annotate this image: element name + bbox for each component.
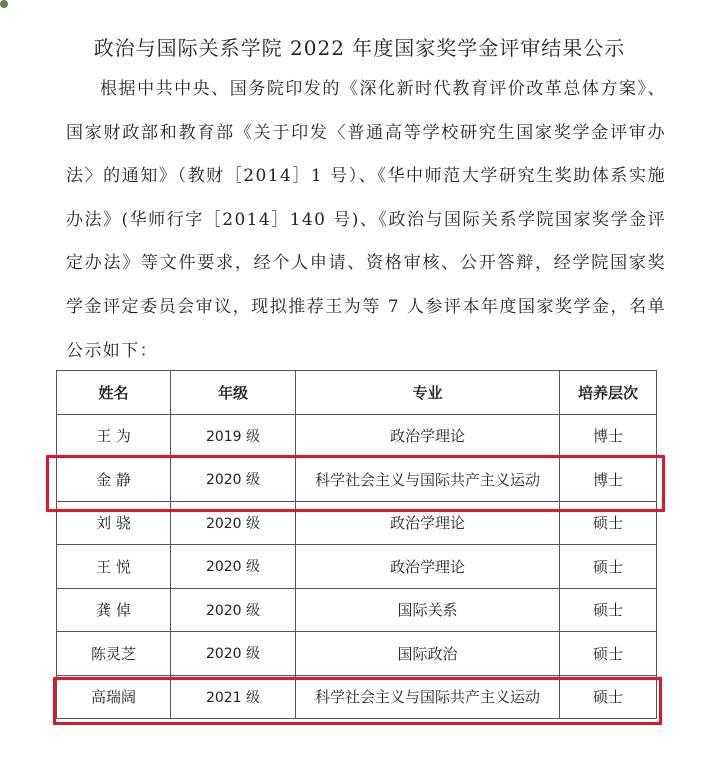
cell-name: 陈灵芝: [57, 632, 171, 676]
cell-major: 科学社会主义与国际共产主义运动: [296, 458, 560, 502]
table-row: [57, 632, 657, 676]
cell-grade: 2020 级: [171, 588, 296, 632]
header-grade: 年级: [171, 371, 296, 415]
highlight-box-row-2: [46, 455, 665, 512]
cell-degree-level: 硕士: [560, 545, 657, 589]
cell-degree-level: 博士: [560, 414, 657, 458]
cell-major: 国际政治: [296, 632, 560, 676]
cell-major: 政治学理论: [296, 545, 560, 589]
cell-name: 金 静: [57, 458, 171, 502]
cell-name: 高瑞阔: [57, 675, 171, 719]
table-row: [57, 545, 657, 589]
cell-grade: 2019 级: [171, 414, 296, 458]
cell-degree-level: 硕士: [560, 632, 657, 676]
header-name: 姓名: [57, 371, 171, 415]
cell-name: 龚 倬: [57, 588, 171, 632]
cell-major: 科学社会主义与国际共产主义运动: [296, 675, 560, 719]
header-major: 专业: [296, 371, 560, 415]
cell-major: 国际关系: [296, 588, 560, 632]
corner-mark: [0, 0, 8, 8]
cell-major: 政治学理论: [296, 501, 560, 545]
cell-degree-level: 博士: [560, 458, 657, 502]
table-row: [57, 588, 657, 632]
cell-grade: 2020 级: [171, 501, 296, 545]
table-header-row: [57, 371, 657, 415]
page-title: 政治与国际关系学院 2022 年度国家奖学金评审结果公示: [93, 36, 626, 60]
cell-name: 王 悦: [57, 545, 171, 589]
header-degree-level: 培养层次: [560, 371, 657, 415]
cell-name: 刘 骁: [57, 501, 171, 545]
cell-major: 政治学理论: [296, 414, 560, 458]
table-row: [57, 414, 657, 458]
cell-degree-level: 硕士: [560, 501, 657, 545]
cell-grade: 2020 级: [171, 632, 296, 676]
cell-grade: 2020 级: [171, 545, 296, 589]
highlight-box-row-7: [53, 677, 662, 725]
cell-name: 王 为: [57, 414, 171, 458]
cell-degree-level: 硕士: [560, 675, 657, 719]
cell-grade: 2020 级: [171, 458, 296, 502]
nominee-table: [56, 370, 657, 719]
cell-grade: 2021 级: [171, 675, 296, 719]
announcement-paragraph: 根据中共中央、国务院印发的《深化新时代教育评价改革总体方案》、国家财政部和教育部《关于印发〈普通高等学校研究生国家奖学金评审办法〉的通知》（教财［2014］1 号）、《华中师范大学研究生奖助体系实施办法》(华师行字［2014］140 号)、《政治与国际关系学院国家奖学金评定办法》等文件要求，经个人申请、资格审核、公开答辩，经学院国家奖学金评定委员会审议，现拟推荐王为等 7 人参评本年度国家奖学金，名单公示如下：: [66, 79, 666, 361]
cell-degree-level: 硕士: [560, 588, 657, 632]
